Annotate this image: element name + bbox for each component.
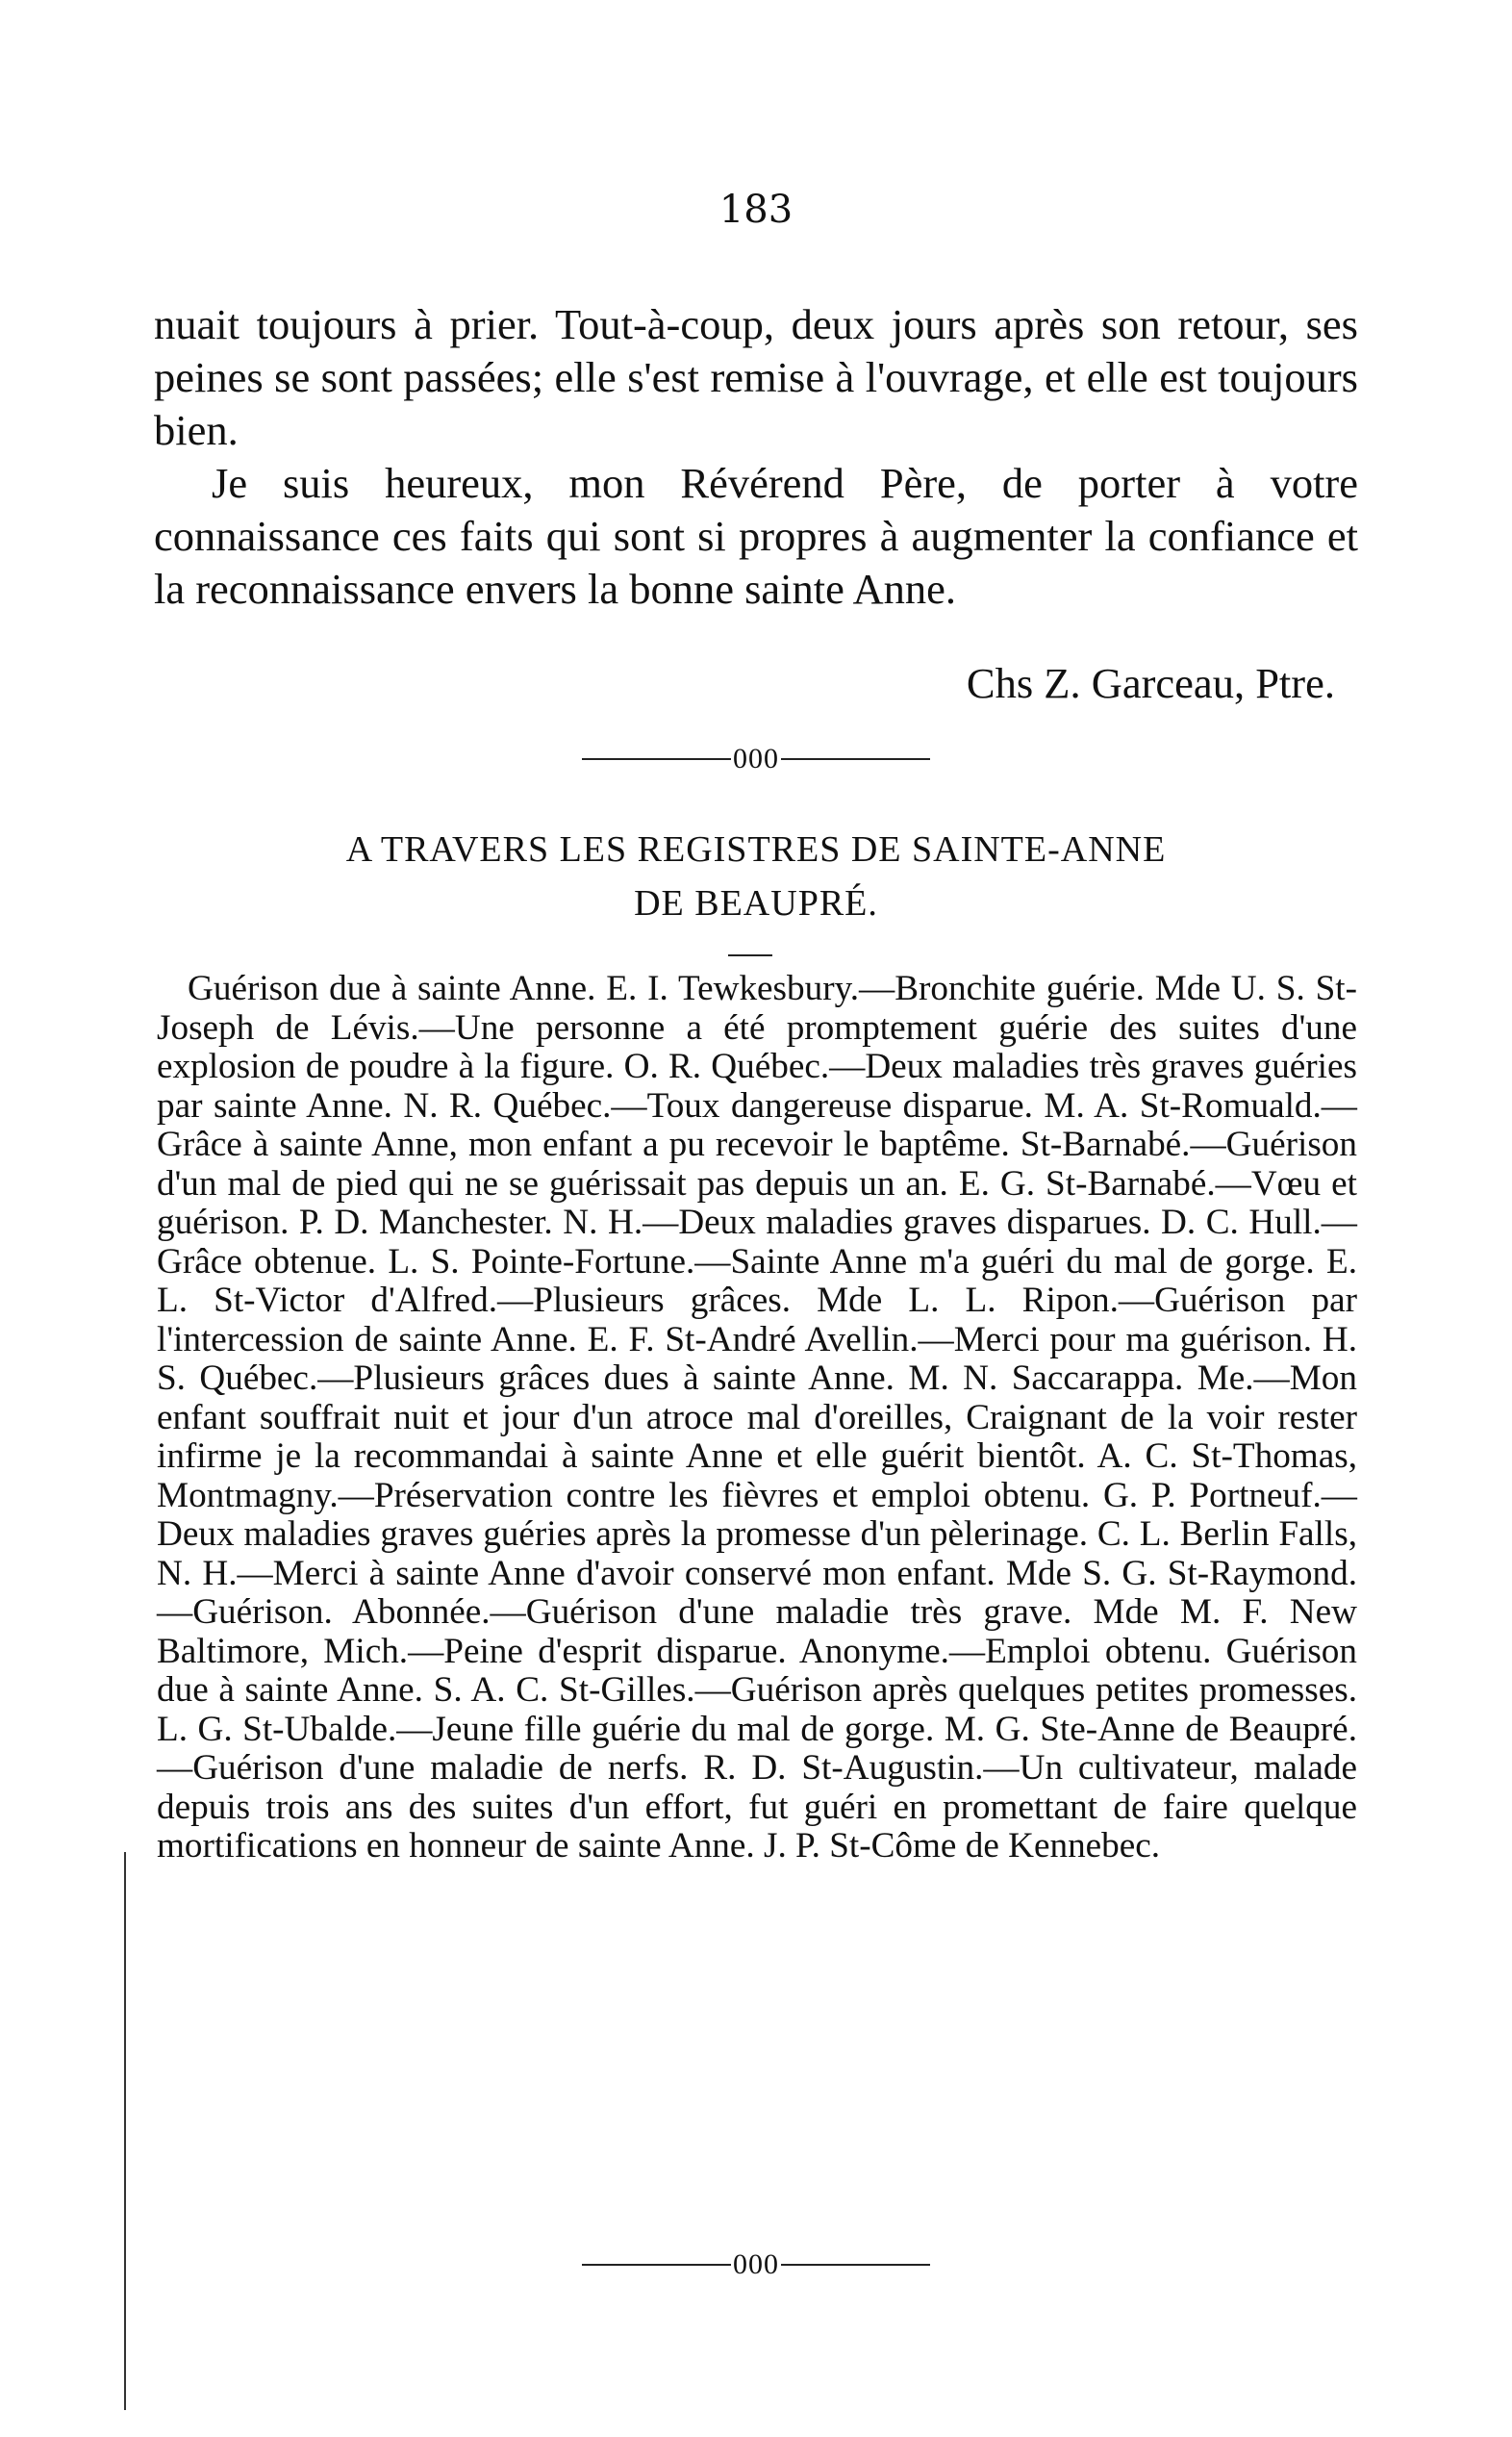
letter-continuation xyxy=(154,298,1358,616)
article-title-line: DE BEAUPRÉ. xyxy=(634,883,878,924)
section-separator xyxy=(0,2247,1512,2281)
letter-paragraph: nuait toujours à prier. Tout-à-coup, deux jours après son retour, ses peines se sont passées; elle s'est remise à l'ouvrage, et elle est toujours bien. xyxy=(154,300,1358,454)
separator-ornament: 000 xyxy=(733,2248,779,2281)
section-separator xyxy=(0,741,1512,775)
separator-rule xyxy=(582,2264,731,2266)
separator-rule xyxy=(582,758,731,760)
letter-signature: Chs Z. Garceau, Ptre. xyxy=(966,659,1335,707)
article-paragraph: Guérison due à sainte Anne. E. I. Tewkesbury.—Bronchite guérie. Mde U. S. St-Joseph de Lévis.—Une personne a été promptement guérie des suites d'une explosion de poudre à la figure. O. R. Québec.—Deux maladies très graves guéries par sainte Anne. N. R. Québec.—Toux dangereuse disparue. M. A. St-Romuald.—Grâce à sainte Anne, mon enfant a pu recevoir le baptême. St-Barnabé.—Guérison d'un mal de pied qui ne se guérissait pas depuis un an. E. G. St-Barnabé.—Vœu et guérison. P. D. Manchester. N. H.—Deux maladies graves disparues. D. C. Hull.—Grâce obtenue. L. S. Pointe-Fortune.—Sainte Anne m'a guéri du mal de gorge. E. L. St-Victor d'Alfred.—Plusieurs grâces. Mde L. L. Ripon.—Guérison par l'intercession de sainte Anne. E. F. St-André Avellin.—Merci pour ma guérison. H. S. Québec.—Plusieurs grâces dues à sainte Anne. M. N. Saccarappa. Me.—Mon enfant souffrait nuit et jour d'un atroce mal d'oreilles, Craignant de la voir rester infirme je la recommandai à sainte Anne et elle guérit bientôt. A. C. St-Thomas, Montmagny.—Préservation contre les fièvres et emploi obtenu. G. P. Portneuf.—Deux maladies graves guéries après la promesse d'un pèlerinage. C. L. Berlin Falls, N. H.—Merci à sainte Anne d'avoir conservé mon enfant. Mde S. G. St-Raymond.—Guérison. Abonnée.—Guérison d'une maladie très grave. Mde M. F. New Baltimore, Mich.—Peine d'esprit disparue. Anonyme.—Emploi obtenu. Guérison due à sainte Anne. S. A. C. St-Gilles.—Guérison après quelques petites promesses. L. G. St-Ubalde.—Jeune fille guérie du mal de gorge. M. G. Ste-Anne de Beaupré.—Guérison d'une maladie de nerfs. R. D. St-Augustin.—Un cultivateur, malade depuis trois ans des suites d'un effort, fut guéri en promettant de faire quelque mortifications en honneur de sainte Anne. J. P. St-Côme de Kennebec. xyxy=(157,969,1357,1866)
article-title xyxy=(0,823,1512,930)
margin-rule xyxy=(124,1852,126,2410)
article-title-line: A TRAVERS LES REGISTRES DE SAINTE-ANNE xyxy=(345,829,1167,870)
separator-rule xyxy=(781,758,930,760)
title-rule xyxy=(728,954,772,956)
article-body xyxy=(157,970,1357,1866)
separator-ornament: 000 xyxy=(733,743,779,775)
letter-paragraph: Je suis heureux, mon Révérend Père, de porter à votre connaissance ces faits qui sont si propres à augmenter la confiance et la reconnaissance envers la bonne sainte Anne. xyxy=(154,459,1358,613)
page-number: 183 xyxy=(718,188,794,232)
separator-rule xyxy=(781,2264,930,2266)
